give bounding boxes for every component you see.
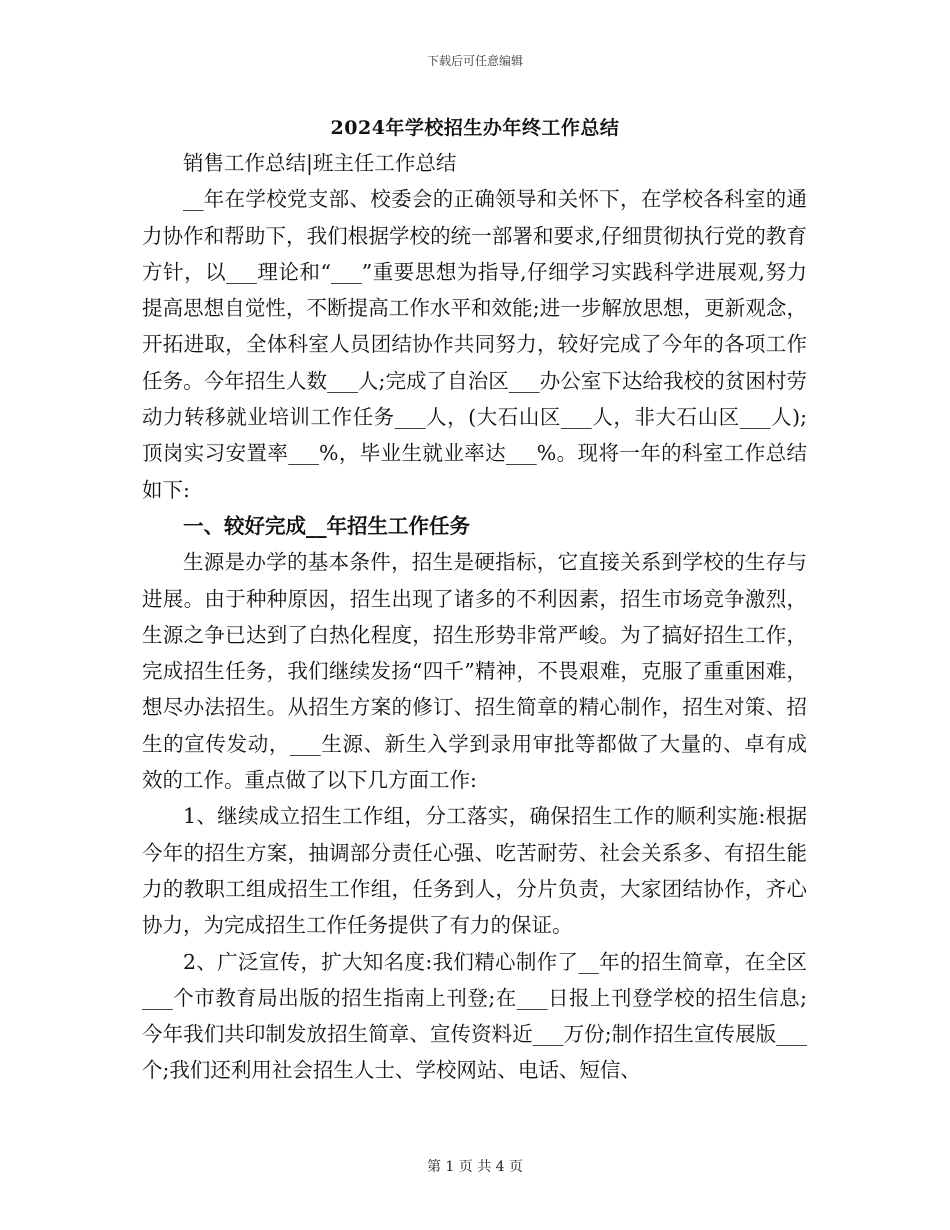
subtitle-paragraph: 销售工作总结|班主任工作总结 <box>183 151 457 175</box>
document-title: 2024年学校招生办年终工作总结 <box>330 117 620 139</box>
header-note: 下载后可任意编辑 <box>426 54 523 68</box>
body-paragraph: 生源是办学的基本条件，招生是硬指标，它直接关系到学校的生存与进展。由于种种原因，招生出现了诸多的不利因素，招生市场竞争激烈，生源之争已达到了白热化程度，招生形势非常严峻。为了搞好招生工作，完成招生任务，我们继续发扬“四千”精神，不畏艰难，克服了重重困难，想尽办法招生。从招生方案的修订、招生简章的精心制作，招生对策、招生的宣传发动，___生源、新生入学到录用审批等都做了大量的、卓有成效的工作。重点做了以下几方面工作: <box>142 550 807 793</box>
page-number: 第 1 页 共 4 页 <box>426 1159 524 1175</box>
section-heading: 一、较好完成__年招生工作任务 <box>183 513 470 538</box>
document-body <box>142 145 807 1089</box>
body-paragraph: 1、继续成立招生工作组，分工落实，确保招生工作的顺利实施:根据今年的招生方案，抽调部分责任心强、吃苦耐劳、社会关系多、有招生能力的教职工组成招生工作组，任务到人，分片负责，大家团结协作，齐心协力，为完成招生工作任务提供了有力的保证。 <box>142 804 807 938</box>
body-paragraph: 2、广泛宣传，扩大知名度:我们精心制作了__年的招生简章，在全区___个市教育局出版的招生指南上刊登;在___日报上刊登学校的招生信息;今年我们共印制发放招生简章、宣传资料近___万份;制作招生宣传展版___个;我们还利用社会招生人士、学校网站、电话、短信、 <box>142 949 807 1083</box>
intro-paragraph: __年在学校党支部、校委会的正确领导和关怀下，在学校各科室的通力协作和帮助下，我们根据学校的统一部署和要求,仔细贯彻执行党的教育方针，以___理论和“___”重要思想为指导,仔细学习实践科学进展观,努力提高思想自觉性，不断提高工作水平和效能;进一步解放思想，更新观念，开拓进取，全体科室人员团结协作共同努力，较好完成了今年的各项工作任务。今年招生人数___人;完成了自治区___办公室下达给我校的贫困村劳动力转移就业培训工作任务___人，(大石山区___人，非大石山区___人);顶岗实习安置率___%，毕业生就业率达___%。现将一年的科室工作总结如下: <box>142 187 807 502</box>
